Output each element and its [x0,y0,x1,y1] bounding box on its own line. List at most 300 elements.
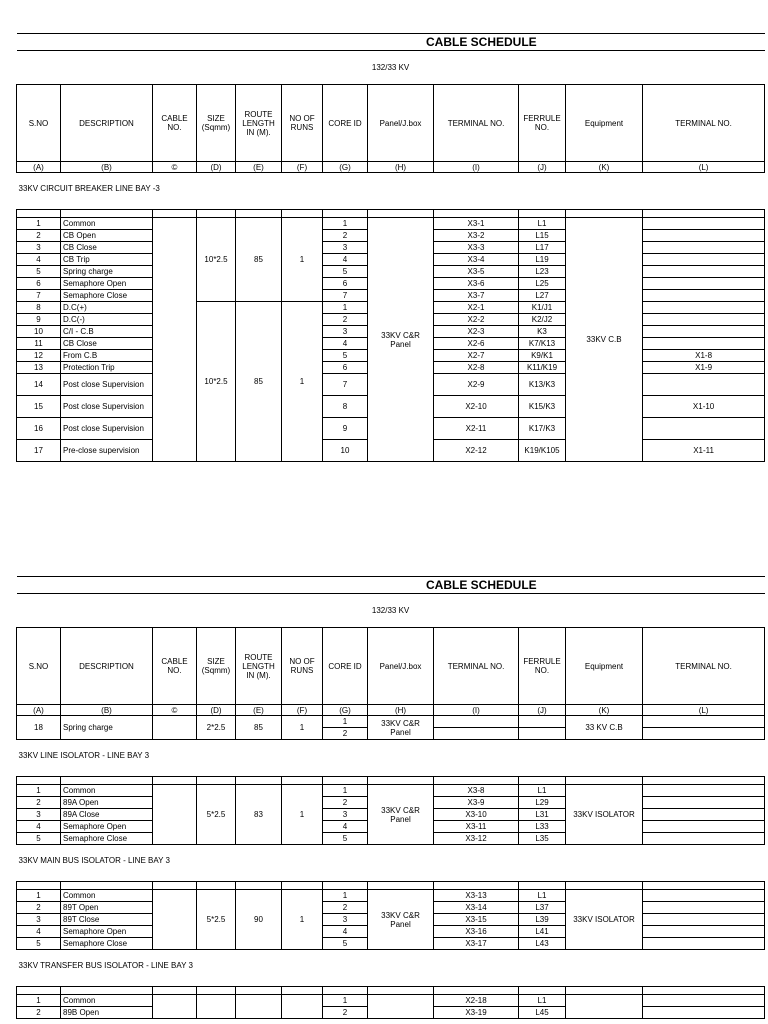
description-cell: Common [61,218,153,230]
spacer-cell [323,882,368,890]
description-cell: 89A Open [61,797,153,809]
terminal-cell: X3-17 [434,938,519,950]
terminal-cell: X3-1 [434,218,519,230]
section-title: 33KV TRANSFER BUS ISOLATOR - LINE BAY 3 [17,950,765,987]
description-cell: Protection Trip [61,362,153,374]
terminal-cell: X3-11 [434,821,519,833]
spacer-cell [61,210,153,218]
spacer-cell [434,987,519,995]
terminal2-cell [643,938,765,950]
terminal-cell: X3-10 [434,809,519,821]
core-id-cell: 5 [323,938,368,950]
section-title: 33KV MAIN BUS ISOLATOR - LINE BAY 3 [17,845,765,882]
core-id-cell: 2 [323,1007,368,1019]
col-code: (D) [197,162,236,173]
sheet-title: CABLE SCHEDULE [17,577,765,594]
spacer-cell [17,882,61,890]
section-title: 33KV CIRCUIT BREAKER LINE BAY -3 [17,173,765,210]
terminal-cell [434,728,519,740]
col-code: (A) [17,162,61,173]
ferrule-cell: L1 [519,785,566,797]
sno-cell: 11 [17,338,61,350]
col-header: SIZE (Sqmm) [197,85,236,162]
col-code: (B) [61,705,153,716]
table-row [17,995,765,1007]
size-cell: 10*2.5 [197,218,236,302]
spacer-cell [153,777,197,785]
description-cell: Semaphore Open [61,926,153,938]
route-length-cell: 83 [236,785,282,845]
spacer-cell [643,987,765,995]
col-code: © [153,705,197,716]
terminal-cell: X2-3 [434,326,519,338]
panel-cell: 33KV C&R Panel [368,716,434,740]
core-id-cell: 2 [323,902,368,914]
col-header: TERMINAL NO. [643,85,765,162]
route-length-cell: 90 [236,890,282,950]
spacer-cell [434,882,519,890]
ferrule-cell: L1 [519,890,566,902]
description-cell: C/I - C.B [61,326,153,338]
description-cell: Semaphore Open [61,821,153,833]
ferrule-cell: L37 [519,902,566,914]
terminal-cell: X3-7 [434,290,519,302]
col-header: Panel/J.box [368,628,434,705]
col-code: (I) [434,705,519,716]
spacer-cell [236,777,282,785]
runs-cell: 1 [282,302,323,462]
terminal-cell: X3-2 [434,230,519,242]
terminal-cell: X3-3 [434,242,519,254]
table-row [17,218,765,230]
spacer-cell [236,210,282,218]
terminal2-cell [643,797,765,809]
ferrule-cell: K2/J2 [519,314,566,326]
spacer-cell [236,987,282,995]
ferrule-cell: L45 [519,1007,566,1019]
spacer-cell [282,882,323,890]
col-header: FERRULE NO. [519,628,566,705]
spacer-cell [197,987,236,995]
terminal2-cell [643,302,765,314]
ferrule-cell: K19/K105 [519,440,566,462]
size-cell: 5*2.5 [197,890,236,950]
ferrule-cell: L35 [519,833,566,845]
cable-no-cell [153,785,197,845]
description-cell: D.C(-) [61,314,153,326]
spacer-cell [434,210,519,218]
terminal2-cell [643,278,765,290]
spacer-row [17,210,765,218]
col-code: (K) [566,162,643,173]
terminal2-cell [643,1007,765,1019]
spacer-cell [197,210,236,218]
terminal-cell: X3-9 [434,797,519,809]
ferrule-cell: L43 [519,938,566,950]
terminal-cell: X3-14 [434,902,519,914]
spacer-cell [368,210,434,218]
equipment-cell: 33KV C.B [566,218,643,462]
sno-cell: 8 [17,302,61,314]
spacer-cell [434,777,519,785]
terminal2-cell [643,266,765,278]
col-header: Equipment [566,628,643,705]
spacer-cell [17,210,61,218]
spacer-cell [566,882,643,890]
spacer-cell [643,777,765,785]
route-length-cell [236,995,282,1019]
equipment-cell [566,995,643,1019]
description-cell: Common [61,890,153,902]
spacer-cell [153,987,197,995]
core-id-cell: 3 [323,914,368,926]
description-cell: 89A Close [61,809,153,821]
col-code: (E) [236,162,282,173]
terminal2-cell [643,914,765,926]
col-code: (A) [17,705,61,716]
sno-cell: 4 [17,821,61,833]
col-header: NO OF RUNS [282,85,323,162]
col-header: DESCRIPTION [61,85,153,162]
route-length-cell: 85 [236,218,282,302]
description-cell: Pre-close supervision [61,440,153,462]
ferrule-cell: L39 [519,914,566,926]
section-title: 33KV LINE ISOLATOR - LINE BAY 3 [17,740,765,777]
core-id-cell: 1 [323,995,368,1007]
terminal2-cell [643,338,765,350]
size-cell [197,995,236,1019]
terminal2-cell [643,218,765,230]
core-id-cell: 6 [323,362,368,374]
code-row [17,705,765,716]
sno-cell: 4 [17,926,61,938]
description-cell: 89T Close [61,914,153,926]
runs-cell [282,995,323,1019]
terminal2-cell: X1-8 [643,350,765,362]
spacer-cell [566,210,643,218]
description-cell: Spring charge [61,266,153,278]
description-cell: CB Open [61,230,153,242]
sno-cell: 7 [17,290,61,302]
description-cell: Post close Supervision [61,374,153,396]
sno-cell: 18 [17,716,61,740]
code-row [17,162,765,173]
spacer-cell [282,777,323,785]
sno-cell: 3 [17,914,61,926]
core-id-cell: 4 [323,254,368,266]
col-header: CORE ID [323,85,368,162]
runs-cell: 1 [282,716,323,740]
cable-schedule-sheet-2 [16,576,764,1019]
col-code: (E) [236,705,282,716]
description-cell: 89B Open [61,1007,153,1019]
spacer-cell [153,210,197,218]
col-header: S.NO [17,85,61,162]
sno-cell: 2 [17,230,61,242]
header-row [17,628,765,705]
col-header: ROUTE LENGTH IN (M). [236,85,282,162]
ferrule-cell: L1 [519,218,566,230]
spacer-cell [519,777,566,785]
core-id-cell: 2 [323,728,368,740]
runs-cell: 1 [282,890,323,950]
equipment-cell: 33 KV C.B [566,716,643,740]
terminal-cell: X3-15 [434,914,519,926]
terminal2-cell [643,809,765,821]
ferrule-cell: K15/K3 [519,396,566,418]
terminal-cell: X2-11 [434,418,519,440]
description-cell: Semaphore Close [61,290,153,302]
terminal2-cell [643,254,765,266]
runs-cell: 1 [282,785,323,845]
spacer-cell [61,882,153,890]
terminal2-cell [643,716,765,728]
col-header: S.NO [17,628,61,705]
terminal2-cell [643,833,765,845]
ferrule-cell: K7/K13 [519,338,566,350]
description-cell: Spring charge [61,716,153,740]
terminal2-cell [643,230,765,242]
size-cell: 10*2.5 [197,302,236,462]
terminal-cell: X2-6 [434,338,519,350]
cable-schedule-sheet-1 [16,33,764,462]
core-id-cell: 2 [323,230,368,242]
ferrule-cell: L33 [519,821,566,833]
cable-no-cell [153,995,197,1019]
terminal2-cell [643,821,765,833]
description-cell: Post close Supervision [61,396,153,418]
terminal2-cell [643,785,765,797]
sno-cell: 3 [17,809,61,821]
terminal2-cell [643,314,765,326]
core-id-cell: 5 [323,266,368,278]
col-header: CABLE NO. [153,628,197,705]
ferrule-cell: L27 [519,290,566,302]
route-length-cell: 85 [236,302,282,462]
ferrule-cell: L23 [519,266,566,278]
ferrule-cell: K17/K3 [519,418,566,440]
sno-cell: 5 [17,833,61,845]
core-id-cell: 3 [323,326,368,338]
ferrule-cell: L1 [519,995,566,1007]
terminal2-cell [643,926,765,938]
col-header: NO OF RUNS [282,628,323,705]
terminal-cell: X2-7 [434,350,519,362]
sno-cell: 5 [17,266,61,278]
description-cell: Post close Supervision [61,418,153,440]
core-id-cell: 1 [323,716,368,728]
spacer-cell [566,987,643,995]
core-id-cell: 2 [323,797,368,809]
sno-cell: 1 [17,995,61,1007]
description-cell: CB Trip [61,254,153,266]
col-code: (K) [566,705,643,716]
core-id-cell: 4 [323,338,368,350]
ferrule-cell: L17 [519,242,566,254]
col-header: Panel/J.box [368,85,434,162]
sheet-title: CABLE SCHEDULE [17,34,765,51]
cable-no-cell [153,716,197,740]
spacer-cell [368,987,434,995]
spacer-cell [368,882,434,890]
core-id-cell: 6 [323,278,368,290]
equipment-cell: 33KV ISOLATOR [566,890,643,950]
terminal-cell: X3-13 [434,890,519,902]
spacer-cell [17,987,61,995]
sno-cell: 13 [17,362,61,374]
spacer-cell [17,777,61,785]
runs-cell: 1 [282,218,323,302]
sno-cell: 9 [17,314,61,326]
col-code: (L) [643,705,765,716]
core-id-cell: 5 [323,350,368,362]
col-code: (D) [197,705,236,716]
terminal-cell: X2-9 [434,374,519,396]
terminal2-cell: X1-9 [643,362,765,374]
description-cell: Common [61,995,153,1007]
cable-no-cell [153,218,197,462]
spacer-cell [368,777,434,785]
core-id-cell: 4 [323,926,368,938]
size-cell: 2*2.5 [197,716,236,740]
description-cell: From C.B [61,350,153,362]
terminal2-cell [643,374,765,396]
terminal-cell: X3-6 [434,278,519,290]
col-header: CABLE NO. [153,85,197,162]
terminal-cell: X2-12 [434,440,519,462]
ferrule-cell: K13/K3 [519,374,566,396]
col-code: (L) [643,162,765,173]
spacer-cell [61,777,153,785]
core-id-cell: 5 [323,833,368,845]
terminal-cell: X3-5 [434,266,519,278]
terminal2-cell: X1-11 [643,440,765,462]
sno-cell: 10 [17,326,61,338]
panel-cell: 33KV C&R Panel [368,218,434,462]
terminal-cell: X2-18 [434,995,519,1007]
core-id-cell: 1 [323,218,368,230]
ferrule-cell [519,716,566,728]
terminal-cell: X3-4 [434,254,519,266]
col-header: ROUTE LENGTH IN (M). [236,628,282,705]
spacer-cell [236,882,282,890]
core-id-cell: 9 [323,418,368,440]
cable-no-cell [153,890,197,950]
panel-cell: 33KV C&R Panel [368,785,434,845]
sheet-subtitle: 132/33 KV [17,594,765,628]
terminal-cell: X2-10 [434,396,519,418]
core-id-cell: 3 [323,242,368,254]
equipment-cell: 33KV ISOLATOR [566,785,643,845]
sno-cell: 1 [17,890,61,902]
col-code: (H) [368,705,434,716]
spacer-cell [153,882,197,890]
ferrule-cell: L15 [519,230,566,242]
core-id-cell: 1 [323,890,368,902]
sno-cell: 2 [17,1007,61,1019]
ferrule-cell: K3 [519,326,566,338]
spacer-cell [61,987,153,995]
terminal-cell: X3-19 [434,1007,519,1019]
terminal-cell [434,716,519,728]
terminal-cell: X3-8 [434,785,519,797]
col-header: FERRULE NO. [519,85,566,162]
sno-cell: 2 [17,797,61,809]
col-header: TERMINAL NO. [434,85,519,162]
terminal2-cell [643,418,765,440]
sno-cell: 1 [17,218,61,230]
description-cell: Semaphore Close [61,833,153,845]
route-length-cell: 85 [236,716,282,740]
ferrule-cell: K1/J1 [519,302,566,314]
ferrule-cell: K11/K19 [519,362,566,374]
sno-cell: 5 [17,938,61,950]
col-code: (B) [61,162,153,173]
spacer-cell [566,777,643,785]
description-cell: Semaphore Open [61,278,153,290]
col-code: (F) [282,705,323,716]
core-id-cell: 3 [323,809,368,821]
terminal2-cell [643,728,765,740]
spacer-cell [282,987,323,995]
col-header: TERMINAL NO. [434,628,519,705]
core-id-cell: 1 [323,302,368,314]
sheet-subtitle: 132/33 KV [17,51,765,85]
sno-cell: 6 [17,278,61,290]
col-header: DESCRIPTION [61,628,153,705]
ferrule-cell [519,728,566,740]
header-row [17,85,765,162]
terminal2-cell [643,902,765,914]
spacer-cell [282,210,323,218]
col-code: (H) [368,162,434,173]
spacer-cell [323,777,368,785]
col-code: (G) [323,162,368,173]
col-code: © [153,162,197,173]
panel-cell [368,995,434,1019]
col-header: CORE ID [323,628,368,705]
ferrule-cell: L25 [519,278,566,290]
terminal-cell: X2-8 [434,362,519,374]
spacer-cell [197,882,236,890]
description-cell: Common [61,785,153,797]
description-cell: CB Close [61,242,153,254]
core-id-cell: 8 [323,396,368,418]
terminal-cell: X3-16 [434,926,519,938]
col-code: (J) [519,162,566,173]
terminal-cell: X2-1 [434,302,519,314]
spacer-cell [323,987,368,995]
panel-cell: 33KV C&R Panel [368,890,434,950]
sno-cell: 1 [17,785,61,797]
core-id-cell: 1 [323,785,368,797]
spacer-cell [643,210,765,218]
spacer-cell [519,882,566,890]
terminal2-cell [643,890,765,902]
terminal2-cell [643,290,765,302]
size-cell: 5*2.5 [197,785,236,845]
description-cell: Semaphore Close [61,938,153,950]
core-id-cell: 4 [323,821,368,833]
sno-cell: 3 [17,242,61,254]
col-code: (G) [323,705,368,716]
ferrule-cell: K9/K1 [519,350,566,362]
core-id-cell: 7 [323,290,368,302]
ferrule-cell: L19 [519,254,566,266]
description-cell: CB Close [61,338,153,350]
terminal2-cell [643,326,765,338]
spacer-cell [197,777,236,785]
